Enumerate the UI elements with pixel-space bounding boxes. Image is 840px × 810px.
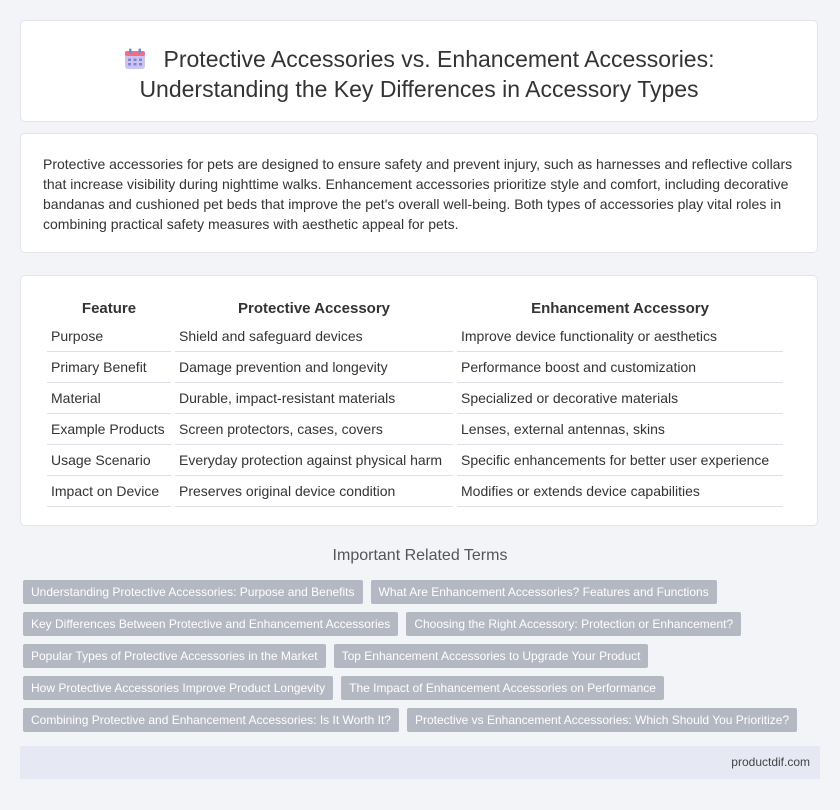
header-protective: Protective Accessory [237, 299, 391, 317]
related-term-tag[interactable]: Understanding Protective Accessories: Purpose and Benefits [23, 580, 363, 604]
related-term-tag[interactable]: How Protective Accessories Improve Product Longevity [23, 676, 333, 700]
related-terms-title: Important Related Terms [332, 547, 508, 564]
table-row [47, 321, 783, 352]
table-row [47, 383, 783, 414]
table-cell: Shield and safeguard devices [175, 321, 453, 352]
title-line-2: Understanding the Key Differences in Accessory Types [139, 76, 699, 102]
table-header-row [47, 295, 783, 321]
intro-card [20, 133, 818, 253]
table-cell: Improve device functionality or aesthetics [457, 321, 783, 352]
comparison-table [43, 295, 787, 507]
intro-paragraph: Protective accessories for pets are designed to ensure safety and prevent injury, such as harnesses and reflective collars that increase visibility during nighttime walks. Enhancement accessories prioritize style and comfort, including decorative bandanas and cushioned pet beds that improve the pet's overall well-being. Both types of accessories play vital roles in combining practical safety measures with aesthetic appeal for pets. [43, 156, 793, 232]
related-term-tag[interactable]: The Impact of Enhancement Accessories on Performance [341, 676, 664, 700]
title-line-1: Protective Accessories vs. Enhancement Accessories: [163, 46, 715, 72]
table-cell: Material [47, 383, 171, 414]
header-feature: Feature [81, 299, 137, 317]
table-cell: Preserves original device condition [175, 476, 453, 507]
table-cell: Durable, impact-resistant materials [175, 383, 453, 414]
related-terms-list [23, 580, 813, 740]
page-title [21, 44, 817, 104]
related-term-tag[interactable]: Choosing the Right Accessory: Protection or Enhancement? [406, 612, 741, 636]
table-cell: Specific enhancements for better user experience [457, 445, 783, 476]
footer [20, 746, 820, 779]
related-term-tag[interactable]: What Are Enhancement Accessories? Features and Functions [371, 580, 717, 604]
table-cell: Impact on Device [47, 476, 171, 507]
table-cell: Everyday protection against physical harm [175, 445, 453, 476]
comparison-card [20, 275, 818, 526]
calendar-icon [124, 48, 146, 70]
table-row [47, 352, 783, 383]
table-cell: Modifies or extends device capabilities [457, 476, 783, 507]
table-cell: Primary Benefit [47, 352, 171, 383]
related-term-tag[interactable]: Protective vs Enhancement Accessories: Which Should You Prioritize? [407, 708, 797, 732]
table-cell: Damage prevention and longevity [175, 352, 453, 383]
footer-site-link[interactable]: productdif.com [731, 755, 810, 769]
table-cell: Screen protectors, cases, covers [175, 414, 453, 445]
table-cell: Purpose [47, 321, 171, 352]
related-term-tag[interactable]: Key Differences Between Protective and Enhancement Accessories [23, 612, 398, 636]
related-term-tag[interactable]: Popular Types of Protective Accessories in the Market [23, 644, 326, 668]
related-term-tag[interactable]: Top Enhancement Accessories to Upgrade Your Product [334, 644, 649, 668]
table-row [47, 414, 783, 445]
title-card [20, 20, 818, 122]
table-row [47, 476, 783, 507]
table-cell: Performance boost and customization [457, 352, 783, 383]
table-cell: Specialized or decorative materials [457, 383, 783, 414]
header-enhancement: Enhancement Accessory [531, 299, 709, 317]
table-cell: Example Products [47, 414, 171, 445]
table-cell: Lenses, external antennas, skins [457, 414, 783, 445]
table-cell: Usage Scenario [47, 445, 171, 476]
related-term-tag[interactable]: Combining Protective and Enhancement Accessories: Is It Worth It? [23, 708, 399, 732]
table-row [47, 445, 783, 476]
